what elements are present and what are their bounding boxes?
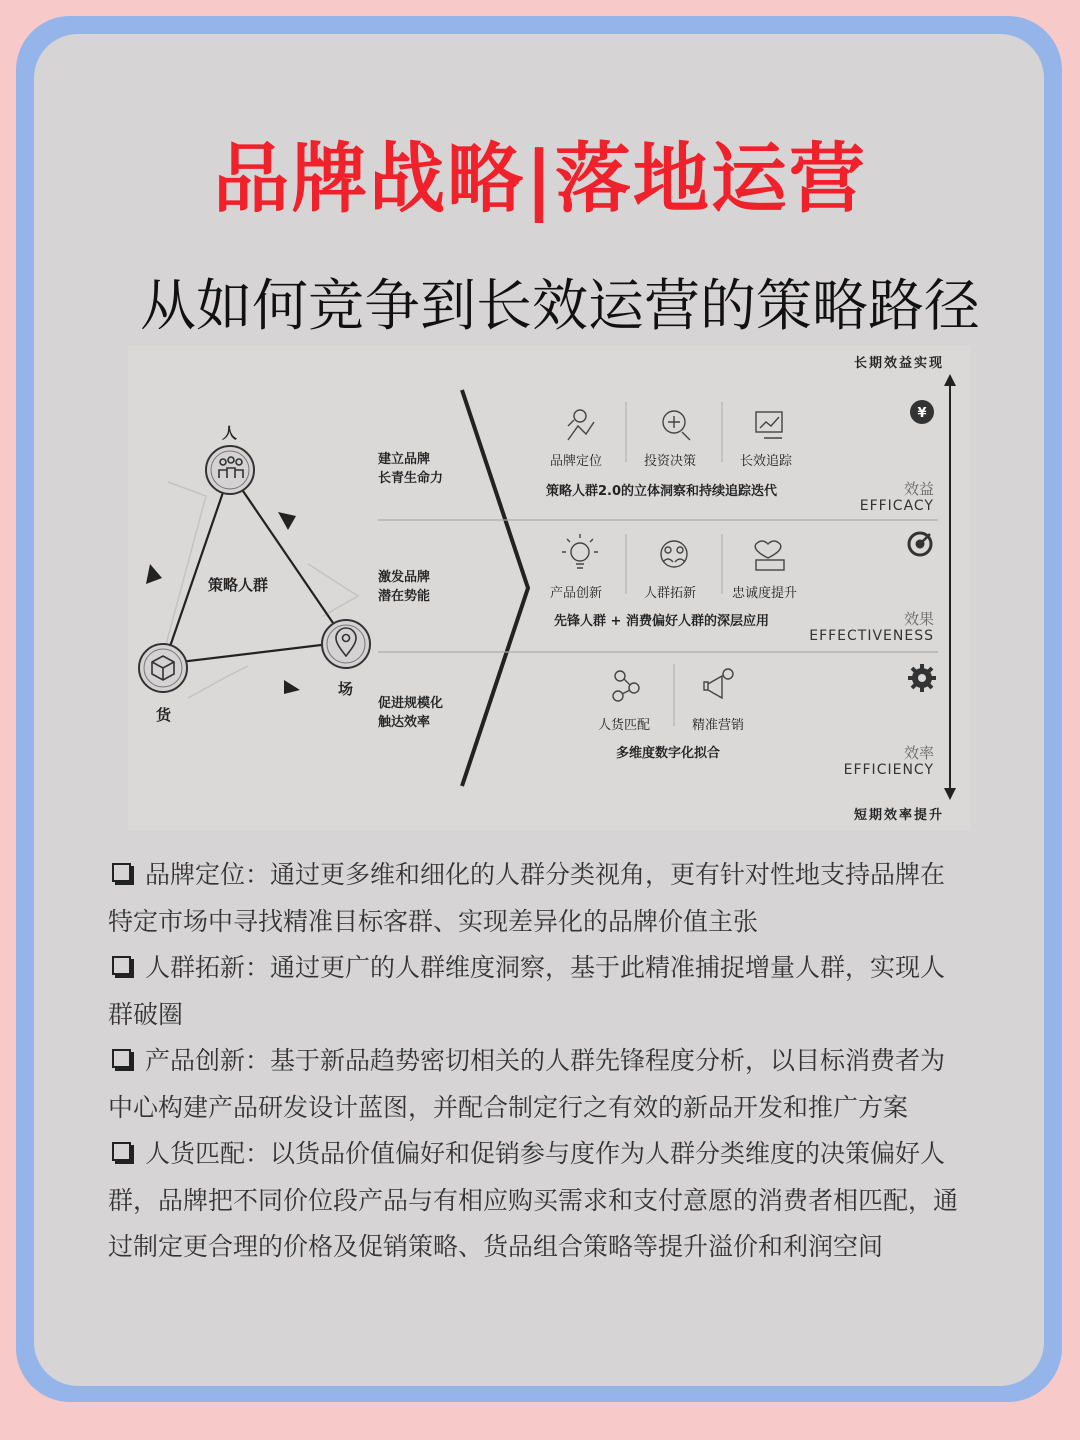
audience-expansion-icon <box>661 541 687 567</box>
bullet-item-cont: 群破圈 <box>108 999 184 1029</box>
item-brand-position: 品牌定位 <box>550 454 603 469</box>
bullet-item: 产品创新：基于新品趋势密切相关的人群先锋程度分析，以目标消费者为 <box>108 1038 998 1085</box>
item-precision-marketing: 精准营销 <box>692 718 745 733</box>
row2-goal: 激发品牌 潜在势能 <box>378 570 431 604</box>
metric-efficiency-cn: 效率 <box>903 744 934 762</box>
item-long-term-tracking: 长效追踪 <box>740 454 793 469</box>
bullet-item: 人货匹配：以货品价值偏好和促销参与度作为人群分类维度的决策偏好人 <box>108 1131 998 1178</box>
yuan-icon <box>910 400 934 424</box>
row1-goal: 建立品牌 长青生命力 <box>378 452 444 486</box>
row3-goal: 促进规模化 触达效率 <box>378 696 444 730</box>
loyalty-icon <box>755 541 784 570</box>
bullet-item: 品牌定位：通过更多维和细化的人群分类视角，更有针对性地支持品牌在 <box>108 852 998 899</box>
chevron-divider <box>462 390 528 786</box>
item-loyalty: 忠诚度提升 <box>732 586 798 601</box>
metric-efficacy-en: EFFICACY <box>859 498 934 514</box>
checkbox-icon <box>112 863 131 882</box>
target-icon <box>909 533 931 555</box>
product-innovation-icon <box>562 534 598 568</box>
bullet-item-cont: 过制定更合理的价格及促销策略、货品组合策略等提升溢价和利润空间 <box>108 1232 884 1261</box>
row3-summary: 多维度数字化拟合 <box>616 746 721 761</box>
bullet-item-cont: 群，品牌把不同价位段产品与有相应购买需求和支付意愿的消费者相匹配，通 <box>108 1185 959 1215</box>
checkbox-icon <box>112 1049 131 1068</box>
label-goods: 货 <box>156 706 172 724</box>
item-goods-match: 人货匹配 <box>598 718 651 733</box>
metric-efficacy-cn: 效益 <box>903 480 934 498</box>
checkbox-icon <box>112 956 131 975</box>
label-person: 人 <box>222 424 238 442</box>
metric-effectiveness-en: EFFECTIVENESS <box>809 628 934 644</box>
label-place: 场 <box>338 680 354 698</box>
metric-effectiveness-cn: 效果 <box>903 610 934 628</box>
triangle-outline <box>164 472 346 664</box>
row1-summary: 策略人群2.0的立体洞察和持续追踪迭代 <box>546 484 778 499</box>
item-investment-decision: 投资决策 <box>644 454 697 469</box>
gear-icon <box>908 664 936 692</box>
axis-top-label: 长期效益实现 <box>854 356 945 371</box>
strategy-diagram <box>128 346 970 830</box>
axis-bottom-label: 短期效率提升 <box>854 808 945 823</box>
person-node <box>206 446 254 494</box>
checkbox-icon <box>112 1142 131 1161</box>
arrow-mark <box>146 564 162 584</box>
item-product-innovation: 产品创新 <box>550 586 603 601</box>
page-title: 品牌战略|落地运营 <box>213 134 867 223</box>
brand-position-icon <box>568 410 594 440</box>
page-subtitle: 从如何竞争到长效运营的策略路径 <box>140 274 980 339</box>
svg-text:¥: ¥ <box>917 406 927 421</box>
arrow-mark <box>284 680 300 694</box>
metric-efficiency-en: EFFICIENCY <box>843 762 934 778</box>
bullet-item-cont: 中心构建产品研发设计蓝图，并配合制定行之有效的新品开发和推广方案 <box>108 1092 909 1122</box>
arrow-mark <box>278 512 296 530</box>
bullet-list <box>108 852 998 1271</box>
precision-marketing-icon <box>704 669 733 698</box>
long-term-tracking-icon <box>756 412 782 438</box>
goods-match-icon <box>613 671 639 701</box>
bullet-item-cont: 特定市场中寻找精准目标客群、实现差异化的品牌价值主张 <box>108 906 759 936</box>
row2-summary: 先锋人群 + 消费偏好人群的深层应用 <box>554 614 769 629</box>
item-audience-expansion: 人群拓新 <box>644 586 697 601</box>
investment-decision-icon <box>663 411 690 440</box>
bullet-item: 人群拓新：通过更广的人群维度洞察，基于此精准捕捉增量人群，实现人 <box>108 945 998 992</box>
label-strategy-audience: 策略人群 <box>208 576 269 594</box>
